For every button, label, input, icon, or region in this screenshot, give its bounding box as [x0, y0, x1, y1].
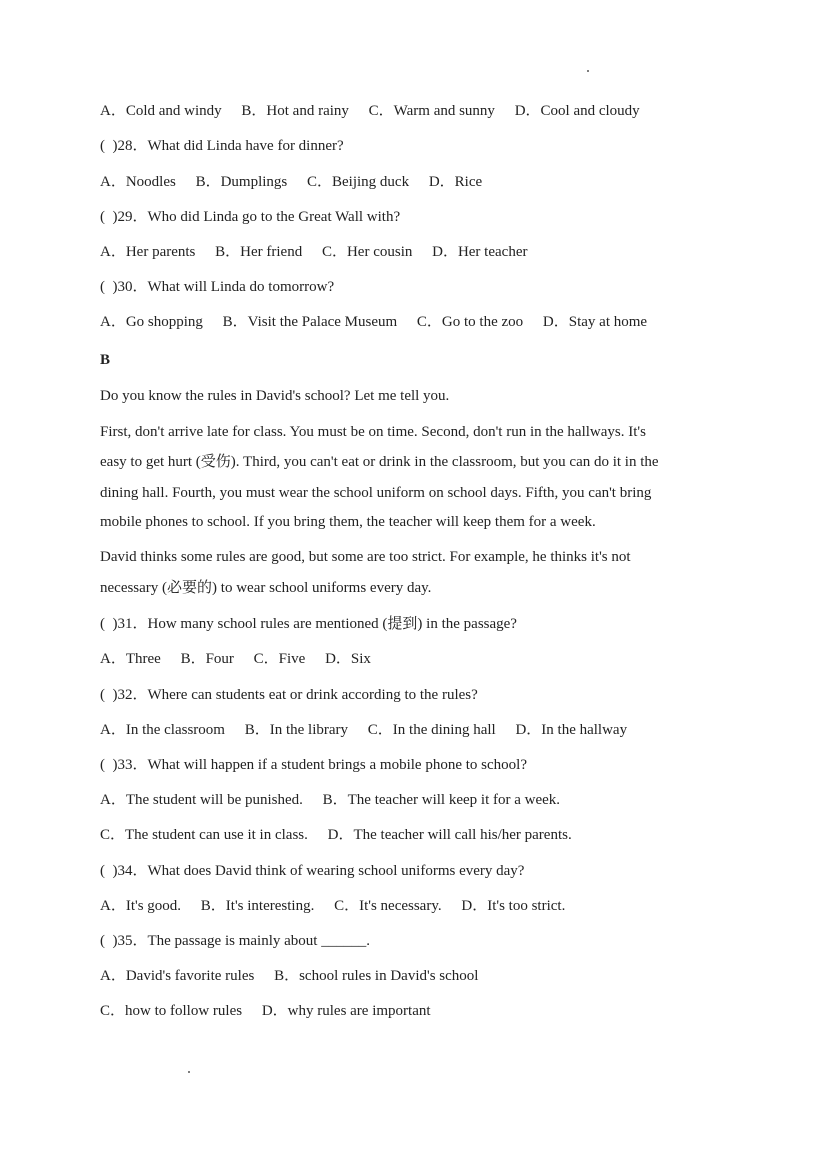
q29-options — [100, 242, 527, 262]
q29-question: ( )29．Who did Linda go to the Great Wall with? — [100, 209, 401, 225]
option-a: A．Go shopping — [100, 314, 203, 330]
passage-line: dining hall. Fourth, you must wear the school uniform on school days. Fifth, you can't bring — [100, 485, 652, 501]
option-b: B．Her friend — [215, 244, 303, 260]
q35-question: ( )35．The passage is mainly about ______. — [100, 933, 370, 949]
passage-line: mobile phones to school. If you bring them, the teacher will keep them for a week. — [100, 514, 596, 530]
q34-question: ( )34．What does David think of wearing school uniforms every day? — [100, 863, 525, 879]
option-a: A．Noodles — [100, 174, 176, 190]
page-mark-bottom — [188, 1071, 190, 1073]
section-b-heading: B — [100, 352, 111, 368]
option-b: B．Hot and rainy — [241, 103, 349, 119]
option-a: A．Her parents — [100, 244, 196, 260]
q28-options — [100, 172, 482, 192]
option-b: B．In the library — [244, 722, 349, 738]
passage-intro: Do you know the rules in David's school? Let me tell you. — [100, 388, 450, 404]
option-d: D．It's too strict. — [461, 898, 566, 914]
option-c: C．Go to the zoo — [416, 314, 524, 330]
page-mark-top — [587, 70, 589, 72]
option-b: B．It's interesting. — [200, 898, 315, 914]
option-d: D．Her teacher — [432, 244, 528, 260]
option-c: C．The student can use it in class. — [100, 827, 308, 843]
q35-options-row1 — [100, 966, 478, 986]
passage-line: David thinks some rules are good, but some are too strict. For example, he thinks it's not — [100, 549, 631, 565]
q31-question: ( )31．How many school rules are mentioned (提到) in the passage? — [100, 616, 517, 632]
option-d: D．Six — [325, 651, 371, 667]
option-c: C．Five — [253, 651, 306, 667]
option-a: A．David's favorite rules — [100, 968, 255, 984]
option-c: C．In the dining hall — [367, 722, 496, 738]
option-d: D．In the hallway — [515, 722, 628, 738]
option-c: C．Her cousin — [321, 244, 413, 260]
passage-line: easy to get hurt (受伤). Third, you can't eat or drink in the classroom, but you can do it in the — [100, 454, 659, 470]
option-a: A．It's good. — [100, 898, 182, 914]
passage-line: necessary (必要的) to wear school uniforms every day. — [100, 580, 432, 596]
q31-options — [100, 649, 371, 669]
option-b: B．school rules in David's school — [274, 968, 479, 984]
q33-options-row2 — [100, 825, 572, 845]
option-d: D．why rules are important — [261, 1003, 431, 1019]
option-a: A．Three — [100, 651, 161, 667]
option-b: B．The teacher will keep it for a week. — [322, 792, 561, 808]
option-b: B．Visit the Palace Museum — [222, 314, 398, 330]
passage-line: First, don't arrive late for class. You must be on time. Second, don't run in the hallways. It's — [100, 424, 646, 440]
q34-options — [100, 896, 565, 916]
option-c: C．how to follow rules — [100, 1003, 243, 1019]
q28-question: ( )28．What did Linda have for dinner? — [100, 138, 344, 154]
q32-question: ( )32．Where can students eat or drink according to the rules? — [100, 687, 478, 703]
q32-options — [100, 720, 627, 740]
q35-options-row2 — [100, 1001, 431, 1021]
option-d: D．Stay at home — [542, 314, 648, 330]
option-a: A．Cold and windy — [100, 103, 222, 119]
option-c: C．Warm and sunny — [368, 103, 495, 119]
option-c: C．It's necessary. — [334, 898, 442, 914]
q33-question: ( )33．What will happen if a student brings a mobile phone to school? — [100, 757, 527, 773]
option-a: A．In the classroom — [100, 722, 225, 738]
q33-options-row1 — [100, 790, 560, 810]
q27-options — [100, 101, 640, 121]
q30-options — [100, 312, 647, 332]
option-b: B．Four — [180, 651, 234, 667]
option-b: B．Dumplings — [195, 174, 288, 190]
option-a: A．The student will be punished. — [100, 792, 303, 808]
option-d: D．Rice — [428, 174, 483, 190]
option-d: D．The teacher will call his/her parents. — [327, 827, 572, 843]
option-c: C．Beijing duck — [307, 174, 410, 190]
q30-question: ( )30．What will Linda do tomorrow? — [100, 279, 335, 295]
option-d: D．Cool and cloudy — [514, 103, 640, 119]
